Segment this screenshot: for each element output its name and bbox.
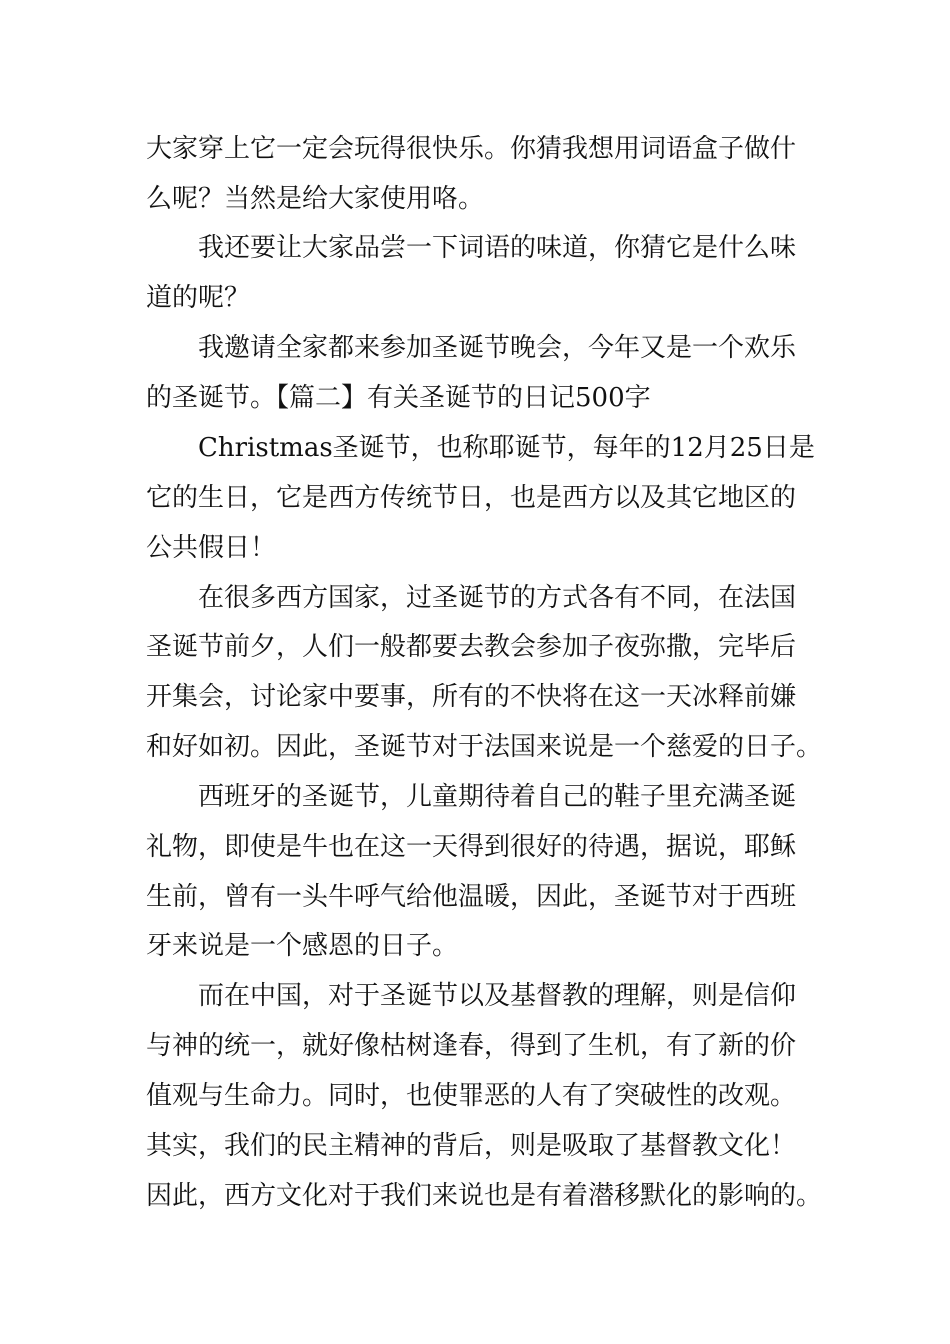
text-line: 生前，曾有一头牛呼气给他温暖，因此，圣诞节对于西班 xyxy=(146,882,797,912)
text-line: 大家穿上它一定会玩得很快乐。你猜我想用词语盒子做什 xyxy=(146,134,797,164)
text-line: 我还要让大家品尝一下词语的味道，你猜它是什么味 xyxy=(198,233,797,263)
text-line: 公共假日！ xyxy=(146,533,277,563)
text-line: 在很多西方国家，过圣诞节的方式各有不同，在法国 xyxy=(198,583,797,613)
text-line: 圣诞节前夕，人们一般都要去教会参加子夜弥撒，完毕后 xyxy=(146,632,797,662)
text-line: 礼物，即使是牛也在这一天得到很好的待遇，据说，耶稣 xyxy=(146,832,797,862)
text-line: 我邀请全家都来参加圣诞节晚会，今年又是一个欢乐 xyxy=(198,333,797,363)
text-line: 道的呢？ xyxy=(146,283,251,313)
text-line: 因此，西方文化对于我们来说也是有着潜移默化的影响的。 xyxy=(146,1181,823,1211)
text-line: Christmas圣诞节，也称耶诞节，每年的12月25日是 xyxy=(198,433,815,463)
text-line: 其实，我们的民主精神的背后，则是吸取了基督教文化！ xyxy=(146,1131,797,1161)
text-line: 西班牙的圣诞节，儿童期待着自己的鞋子里充满圣诞 xyxy=(198,782,797,812)
text-line: 么呢？当然是给大家使用咯。 xyxy=(146,184,485,214)
text-line: 与神的统一，就好像枯树逢春，得到了生机，有了新的价 xyxy=(146,1031,797,1061)
text-line: 的圣诞节。【篇二】有关圣诞节的日记500字 xyxy=(146,383,651,413)
text-line: 开集会，讨论家中要事，所有的不快将在这一天冰释前嫌 xyxy=(146,682,797,712)
text-line: 值观与生命力。同时，也使罪恶的人有了突破性的改观。 xyxy=(146,1081,797,1111)
text-line: 和好如初。因此，圣诞节对于法国来说是一个慈爱的日子。 xyxy=(146,732,823,762)
text-line: 它的生日，它是西方传统节日，也是西方以及其它地区的 xyxy=(146,483,797,513)
text-line: 而在中国，对于圣诞节以及基督教的理解，则是信仰 xyxy=(198,981,797,1011)
text-line: 牙来说是一个感恩的日子。 xyxy=(146,931,459,961)
